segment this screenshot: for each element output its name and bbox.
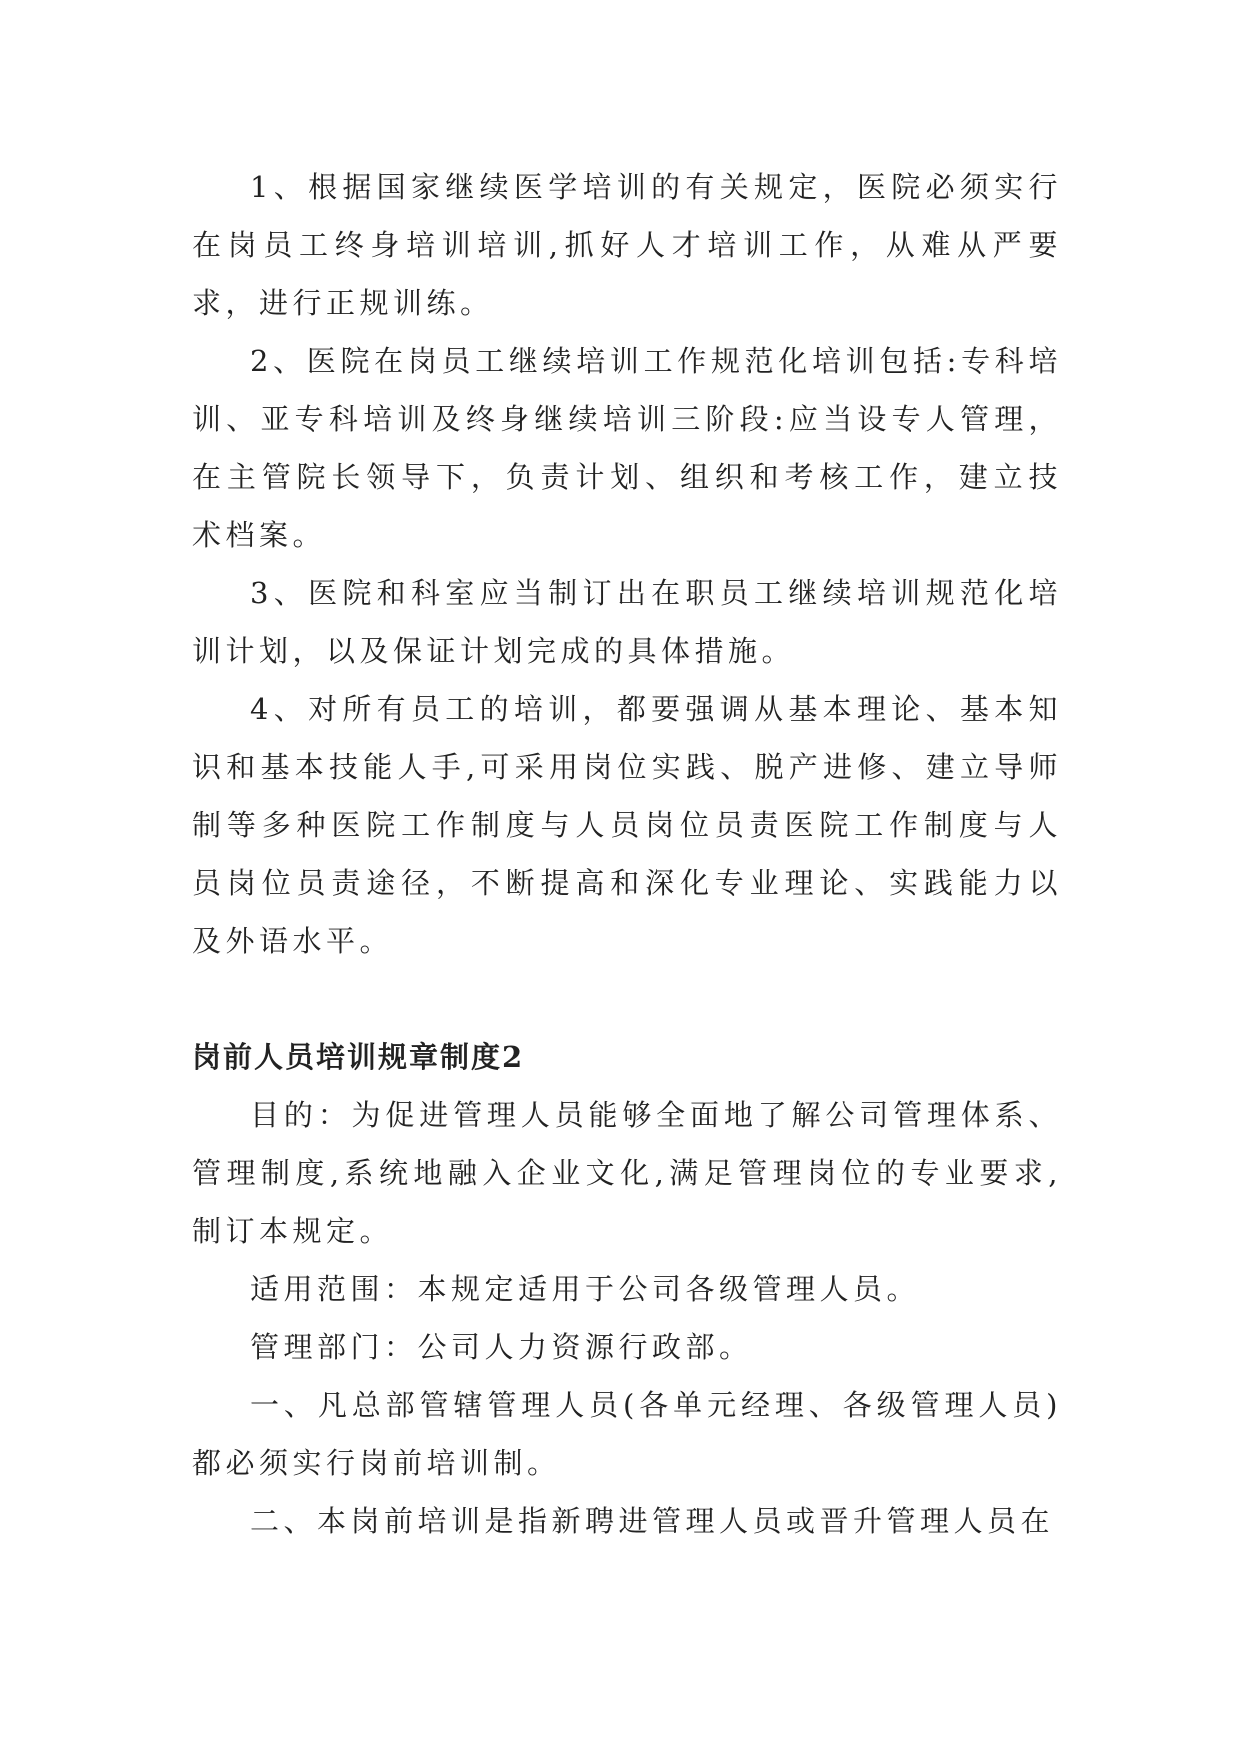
- paragraph-department: 管理部门：公司人力资源行政部。: [250, 1330, 753, 1364]
- document-page: [192, 158, 1062, 1550]
- paragraph-1: 1、根据国家继续医学培训的有关规定，医院必须实行在岗员工终身培训培训,抓好人才培训工作，从难从严要求，进行正规训练。: [192, 170, 1062, 320]
- paragraph-3: 3、医院和科室应当制订出在职员工继续培训规范化培训计划，以及保证计划完成的具体措施。: [192, 576, 1062, 668]
- section-heading: 岗前人员培训规章制度2: [192, 1040, 525, 1074]
- paragraph-4: 4、对所有员工的培训，都要强调从基本理论、基本知识和基本技能人手,可采用岗位实践、脱产进修、建立导师制等多种医院工作制度与人员岗位员责医院工作制度与人员岗位员责途径，不断提高和深化专业理论、实践能力以及外语水平。: [192, 692, 1062, 958]
- section-training-rules: [192, 158, 1062, 970]
- paragraph-purpose: 目的：为促进管理人员能够全面地了解公司管理体系、管理制度,系统地融入企业文化,满足管理岗位的专业要求,制订本规定。: [192, 1098, 1062, 1248]
- section-pre-job-training: [192, 1028, 1062, 1550]
- section-spacer: [192, 970, 1062, 1028]
- paragraph-2: 2、医院在岗员工继续培训工作规范化培训包括:专科培训、亚专科培训及终身继续培训三阶段:应当设专人管理，在主管院长领导下，负责计划、组织和考核工作，建立技术档案。: [192, 344, 1062, 552]
- paragraph-scope: 适用范围：本规定适用于公司各级管理人员。: [250, 1272, 921, 1306]
- paragraph-rule-1: 一、凡总部管辖管理人员(各单元经理、各级管理人员)都必须实行岗前培训制。: [192, 1388, 1062, 1480]
- paragraph-rule-2: 二、本岗前培训是指新聘进管理人员或晋升管理人员在: [250, 1504, 1055, 1538]
